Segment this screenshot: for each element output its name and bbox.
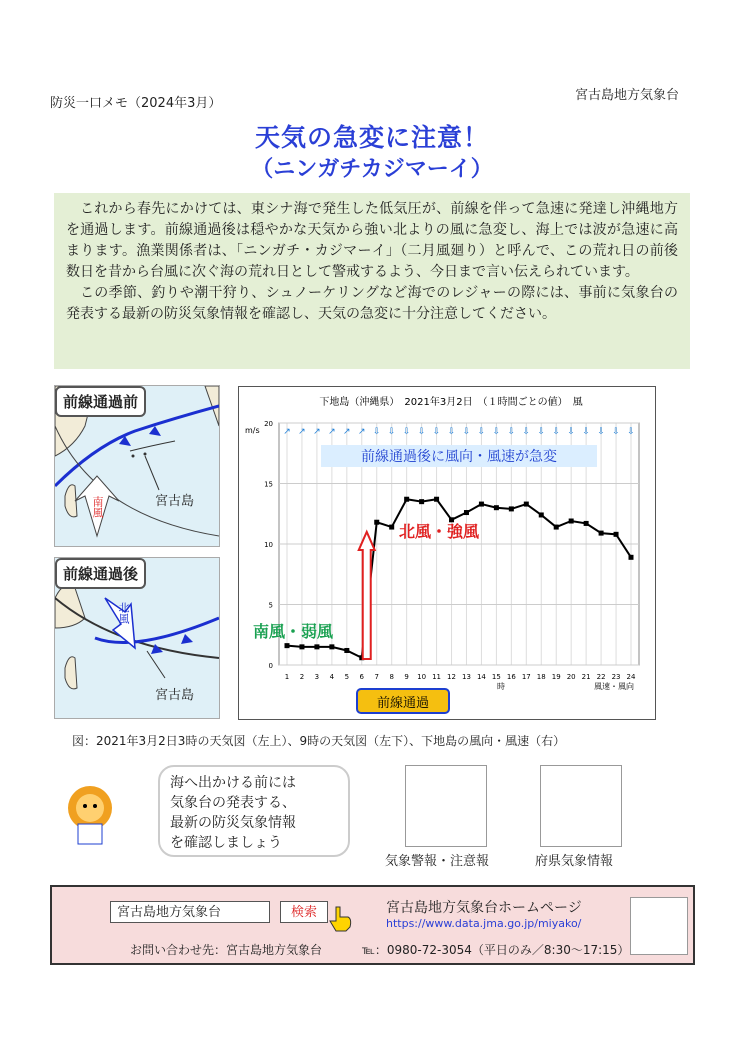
wind-direction-arrow: ⇩ xyxy=(627,427,635,437)
wind-direction-arrow: ⇩ xyxy=(612,427,620,437)
bubble-line-3: 最新の防災気象情報 xyxy=(170,815,296,831)
wind-speed-point xyxy=(419,499,424,504)
front-passage-arrow xyxy=(359,532,375,659)
chart-banner: 前線通過後に風向・風速が急変 xyxy=(361,449,557,465)
map-after-place: 宮古島 xyxy=(155,688,195,703)
wind-speed-point xyxy=(285,643,290,648)
wind-speed-point xyxy=(524,502,529,507)
wind-direction-arrow: ⇩ xyxy=(597,427,605,437)
memo-label: 防災一口メモ（2024年3月） xyxy=(50,96,222,111)
contact-info: お問い合わせ先：宮古島地方気象台 xyxy=(130,943,323,957)
wind-direction-arrow: ⇩ xyxy=(552,427,560,437)
x-tick-label: 13 xyxy=(462,673,471,681)
page-subtitle: （ニンガチカジマーイ） xyxy=(251,157,493,182)
x-tick-label: 4 xyxy=(329,673,335,681)
contact-tel: ℡：0980-72-3054（平日のみ／8:30～17:15） xyxy=(362,943,630,957)
y-tick-label: 15 xyxy=(264,480,273,489)
figure-caption: 図：2021年3月2日3時の天気図（左上）、9時の天気図（左下）、下地島の風向・風速（右） xyxy=(72,734,566,748)
x-tick-label: 2 xyxy=(299,673,305,681)
qr-code-warning[interactable] xyxy=(405,765,487,847)
map-before-place: 宮古島 xyxy=(155,494,195,509)
south-wind-label: 南風 xyxy=(91,496,104,518)
advice-bubble xyxy=(158,765,350,857)
y-tick-label: 20 xyxy=(264,420,273,428)
x-tick-label: 14 xyxy=(476,673,486,681)
sun-mascot-icon xyxy=(60,780,124,850)
wind-speed-point xyxy=(374,520,379,525)
front-passage-label: 前線通過 xyxy=(376,696,430,711)
x-tick-label: 12 xyxy=(447,673,456,681)
qr-code-homepage[interactable] xyxy=(630,897,688,955)
y-axis-unit: m/s xyxy=(245,426,260,435)
wind-direction-arrow: ⇩ xyxy=(447,427,456,437)
bubble-line-4: を確認しましょう xyxy=(170,835,282,851)
wind-direction-arrow: ⇩ xyxy=(522,427,531,437)
wind-direction-arrow: ⇩ xyxy=(507,427,516,437)
x-tick-label: 11 xyxy=(432,673,442,681)
office-name: 宮古島地方気象台 xyxy=(575,88,680,103)
wind-direction-arrow: ↗ xyxy=(313,427,321,437)
legend-label: 風速・風向 xyxy=(594,682,634,691)
x-tick-label: 16 xyxy=(506,673,516,681)
wind-speed-point xyxy=(389,525,394,530)
x-tick-label: 1 xyxy=(284,673,290,681)
intro-paragraph-2: この季節、釣りや潮干狩り、シュノーケリングなど海でのレジャーの際には、事前に気象台の発表する最新の防災気象情報を確認し、天気の急変に十分注意してください。 xyxy=(66,285,678,322)
y-tick-label: 10 xyxy=(264,541,273,549)
y-tick-label: 5 xyxy=(268,601,273,610)
wind-speed-point xyxy=(569,519,574,524)
x-tick-label: 10 xyxy=(417,673,427,681)
wind-speed-point xyxy=(599,531,604,536)
wind-speed-point xyxy=(434,497,439,502)
wind-speed-point xyxy=(299,644,304,649)
x-tick-label: 21 xyxy=(581,673,591,681)
bubble-line-1: 海へ出かける前には xyxy=(170,775,296,791)
wind-speed-point xyxy=(584,521,589,526)
wind-direction-arrow: ↗ xyxy=(283,427,291,437)
homepage-title: 宮古島地方気象台ホームページ xyxy=(386,900,582,916)
map-after-label: 前線通過後 xyxy=(55,558,146,589)
qr-warning-label: 気象警報・注意報 xyxy=(385,854,490,869)
wind-speed-point xyxy=(539,512,544,517)
x-tick-label: 9 xyxy=(404,673,409,681)
south-weak-label: 南風・弱風 xyxy=(253,622,334,641)
wind-direction-arrow: ⇩ xyxy=(387,427,396,437)
wind-direction-arrow: ↗ xyxy=(328,427,336,437)
wind-speed-point xyxy=(404,497,409,502)
weather-map-before xyxy=(54,385,220,547)
wind-direction-arrow: ⇩ xyxy=(477,427,486,437)
x-tick-label: 22 xyxy=(596,673,606,681)
footer-box xyxy=(50,885,695,965)
wind-speed-point xyxy=(464,510,469,515)
wind-speed-point xyxy=(614,532,619,537)
wind-direction-arrow: ⇩ xyxy=(537,427,546,437)
x-tick-label: 23 xyxy=(611,673,621,681)
wind-chart-svg xyxy=(239,387,655,719)
pointer-hand-icon xyxy=(328,905,354,933)
wind-speed-point xyxy=(314,644,319,649)
qr-prefecture-label: 府県気象情報 xyxy=(535,854,614,869)
wind-direction-arrow: ↗ xyxy=(358,427,366,437)
wind-speed-point xyxy=(509,506,514,511)
wind-direction-arrow: ⇩ xyxy=(432,427,441,437)
wind-direction-arrow: ⇩ xyxy=(492,427,501,437)
wind-direction-arrow: ↗ xyxy=(343,427,351,437)
weather-map-after xyxy=(54,557,220,719)
map-before-label: 前線通過前 xyxy=(55,386,146,417)
x-tick-label: 17 xyxy=(521,673,531,681)
wind-direction-arrow: ⇩ xyxy=(372,427,381,437)
wind-speed-point xyxy=(554,525,559,530)
x-tick-label: 15 xyxy=(491,673,501,681)
intro-paragraph-1: これから春先にかけては、東シナ海で発生した低気圧が、前線を伴って急速に発達し沖縄地方を通過します。前線通過後は穏やかな天気から強い北よりの風に急変し、海上では波が急速に高まります。漁業関係者は、「ニンガチ・カジマーイ」（二月風廻り）と呼んで、この荒れ日の前後数日を昔から台風に次ぐ海の荒れ日として警戒するよう、今日まで言い伝えられています。 xyxy=(66,201,678,280)
wind-speed-point xyxy=(344,648,349,653)
x-tick-label: 5 xyxy=(344,673,350,681)
intro-box xyxy=(54,193,690,369)
wind-speed-point xyxy=(329,644,334,649)
search-input[interactable]: 宮古島地方気象台 xyxy=(110,901,270,923)
x-tick-label: 7 xyxy=(374,673,379,681)
wind-direction-arrow: ⇩ xyxy=(402,427,411,437)
north-wind-label: 北風 xyxy=(117,602,130,624)
x-tick-label: 6 xyxy=(359,673,365,681)
x-tick-label: 19 xyxy=(551,673,561,681)
search-button[interactable]: 検索 xyxy=(280,901,328,923)
x-tick-label: 3 xyxy=(314,673,320,681)
x-axis-unit: 時 xyxy=(497,682,505,691)
wind-speed-point xyxy=(629,555,634,560)
wind-direction-arrow: ⇩ xyxy=(462,427,471,437)
wind-direction-arrow: ⇩ xyxy=(567,427,575,437)
x-tick-label: 8 xyxy=(389,673,394,681)
qr-code-prefecture[interactable] xyxy=(540,765,622,847)
wind-chart xyxy=(238,386,656,720)
wind-direction-arrow: ↗ xyxy=(298,427,306,437)
bubble-line-2: 気象台の発表する、 xyxy=(170,795,296,811)
y-tick-label: 0 xyxy=(268,662,273,670)
wind-speed-point xyxy=(494,505,499,510)
chart-title: 下地島（沖縄県） 2021年3月2日 （１時間ごとの値） 風 xyxy=(319,397,583,408)
wind-direction-arrow: ⇩ xyxy=(417,427,426,437)
north-strong-label: 北風・強風 xyxy=(399,522,480,541)
wind-speed-point xyxy=(479,502,484,507)
x-tick-label: 20 xyxy=(566,673,576,681)
homepage-url[interactable]: https://www.data.jma.go.jp/miyako/ xyxy=(386,917,582,930)
page-title: 天気の急変に注意！ xyxy=(254,123,489,152)
wind-direction-arrow: ⇩ xyxy=(582,427,590,437)
x-tick-label: 24 xyxy=(626,673,636,681)
x-tick-label: 18 xyxy=(536,673,546,681)
